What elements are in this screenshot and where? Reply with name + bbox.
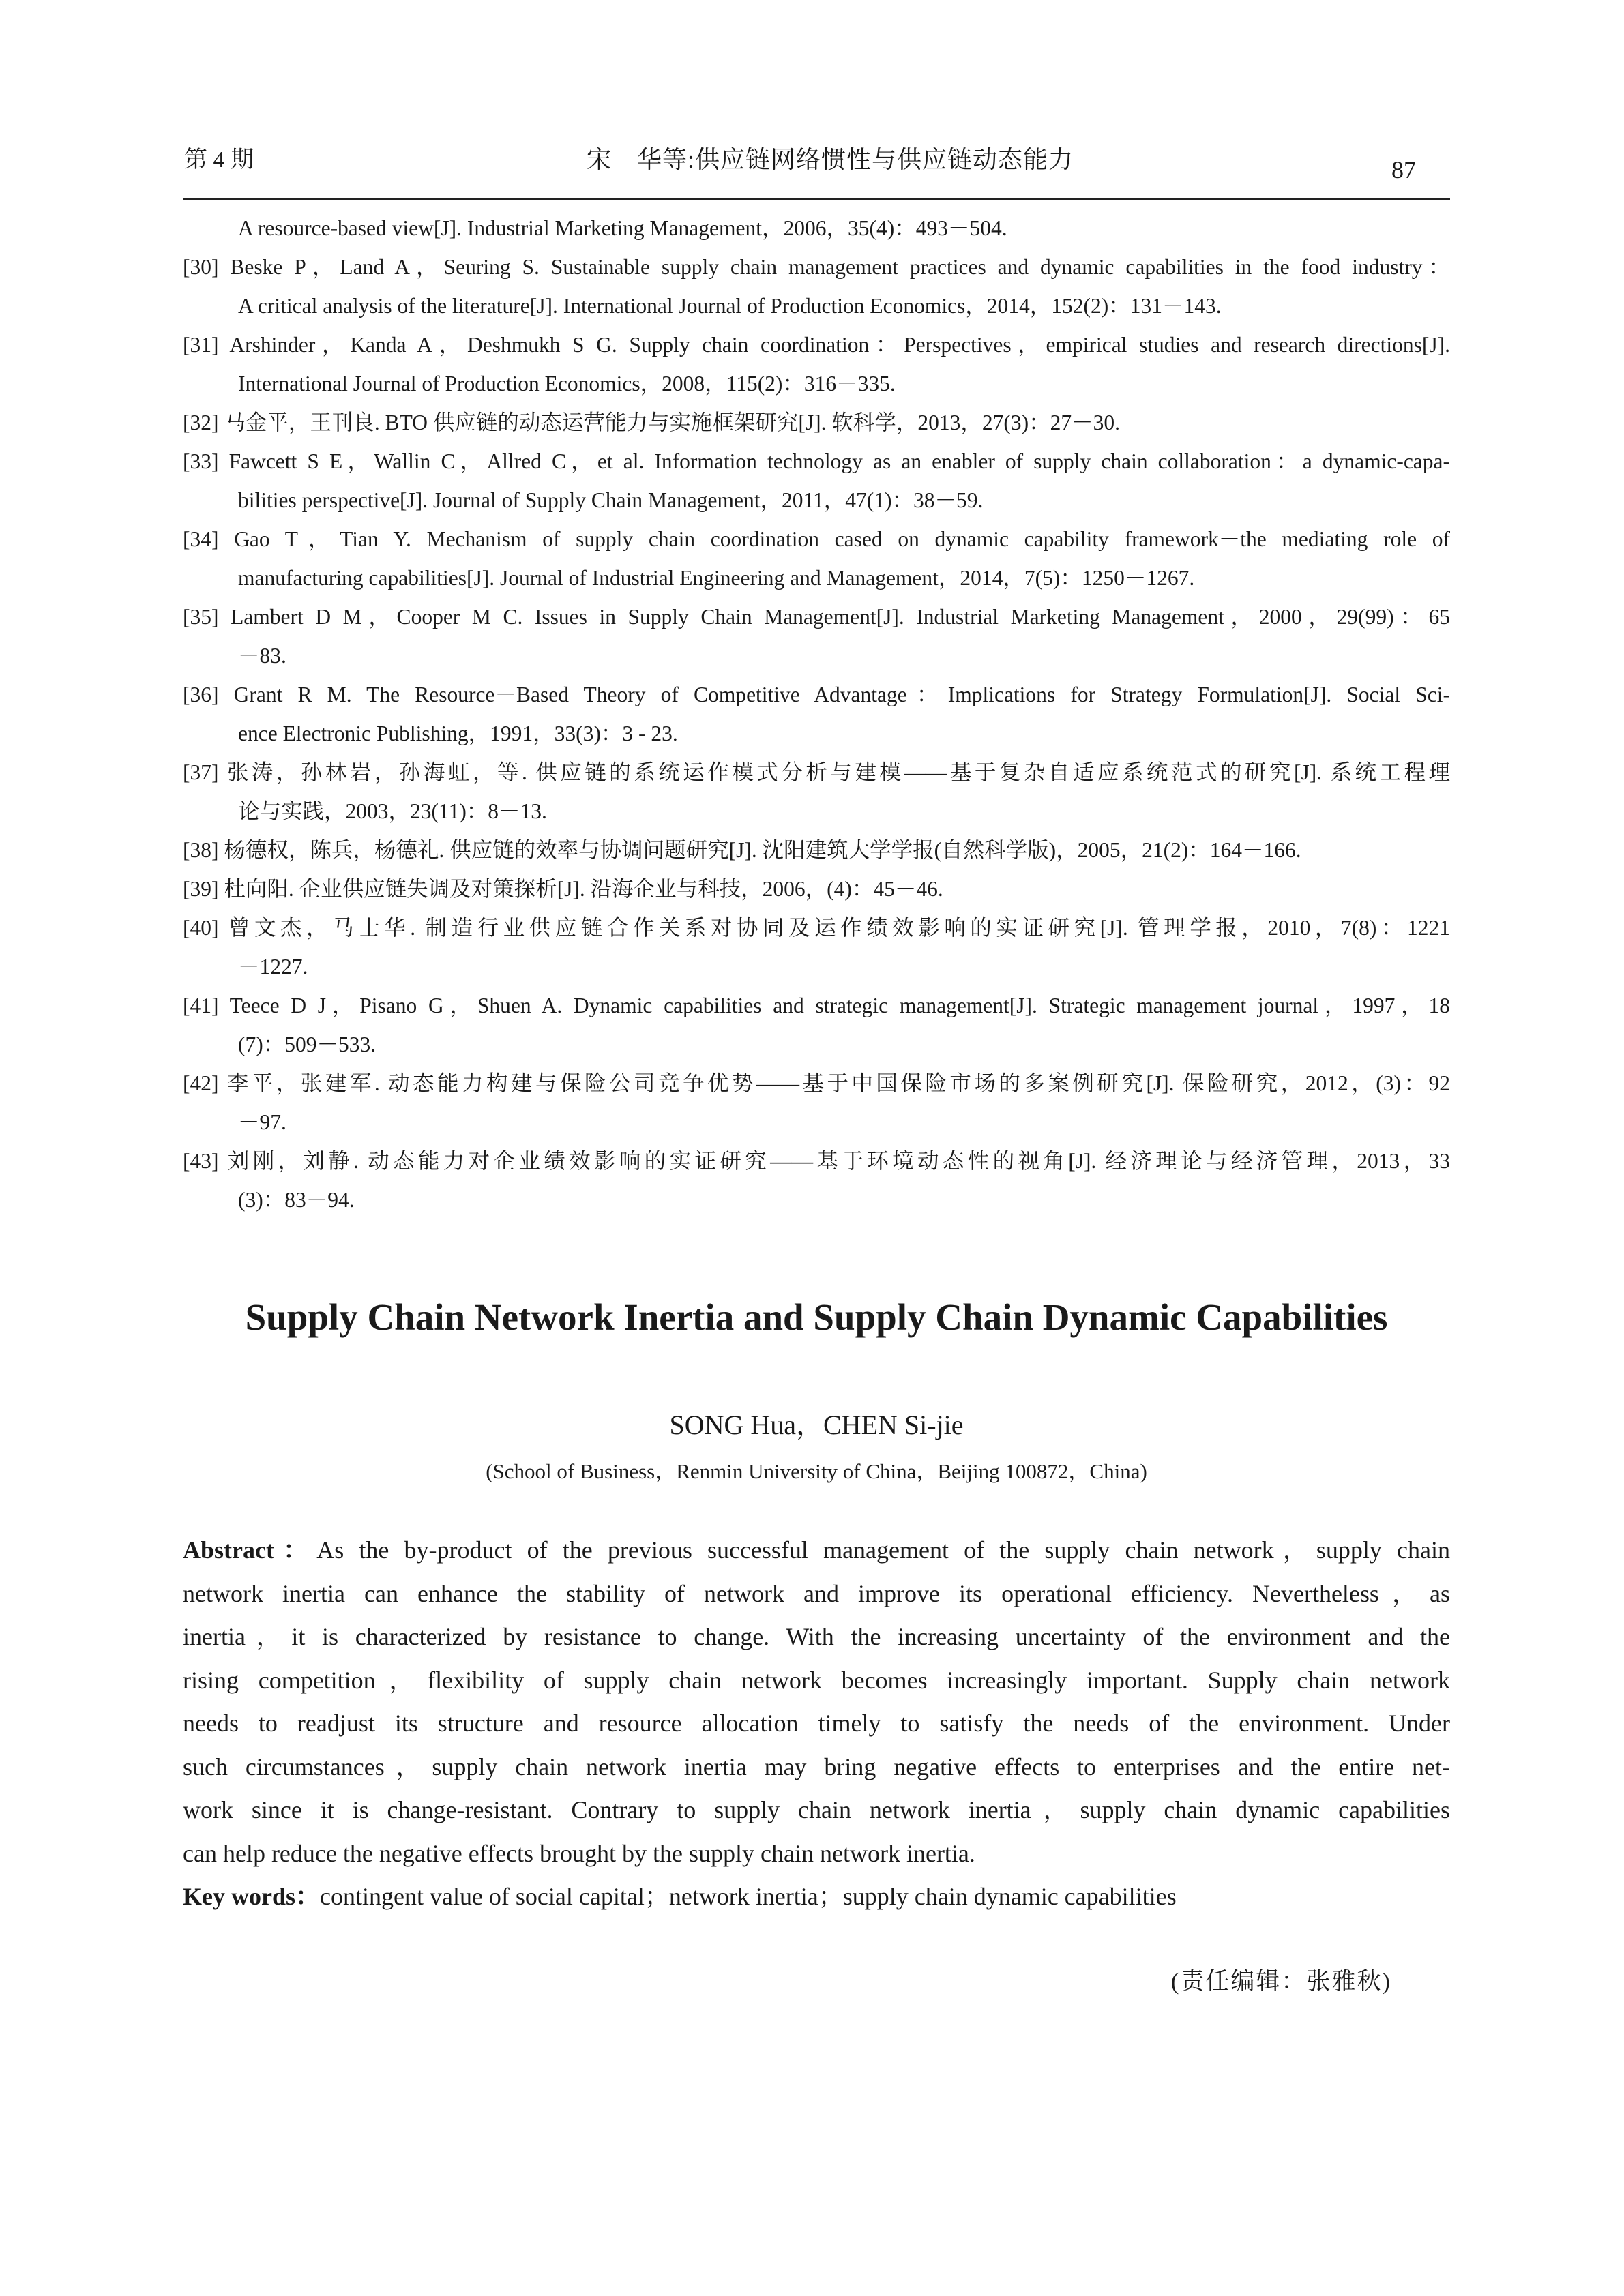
reference-line bbox=[183, 753, 1450, 792]
reference-line bbox=[183, 209, 1450, 248]
header-issue: 第 4 期 bbox=[184, 147, 254, 173]
reference-text: (7)：509－533. bbox=[238, 1032, 377, 1056]
reference-text: Teece D J，Pisano G，Shuen A. Dynamic capabilities and strategic management[J]. Strategic management journal，1997，18 bbox=[229, 994, 1450, 1017]
reference-number: [38] bbox=[183, 838, 219, 862]
reference-number: [32] bbox=[183, 411, 219, 434]
reference-number: [31] bbox=[183, 333, 219, 357]
reference-line bbox=[183, 1142, 1450, 1180]
keywords-text: contingent value of social capital；network inertia；supply chain dynamic capabilities bbox=[320, 1883, 1177, 1910]
abstract-line bbox=[183, 1529, 1450, 1572]
reference-text: Lambert D M，Cooper M C. Issues in Supply Chain Management[J]. Industrial Marketing Management，2000，29(99)：65 bbox=[231, 605, 1450, 629]
reference-text: 张涛，孙林岩，孙海虹，等. 供应链的系统运作模式分析与建模——基于复杂自适应系统范式的研究[J]. 系统工程理 bbox=[226, 760, 1450, 784]
reference-line bbox=[183, 403, 1450, 442]
responsible-editor: (责任编辑：张雅秋) bbox=[1170, 1968, 1391, 1995]
reference-line bbox=[183, 325, 1450, 364]
reference-text: 曾文杰，马士华. 制造行业供应链合作关系对协同及运作绩效影响的实证研究[J]. 管理学报，2010，7(8)：1221 bbox=[228, 916, 1450, 940]
keywords-line bbox=[183, 1875, 1450, 1919]
reference-text: 论与实践，2003，23(11)：8－13. bbox=[238, 799, 547, 823]
reference-text: manufacturing capabilities[J]. Journal of Industrial Engineering and Management，2014，7(5)：1250－1267. bbox=[238, 566, 1195, 590]
reference-text: 杜向阳. 企业供应链失调及对策探析[J]. 沿海企业与科技，2006，(4)：45－46. bbox=[224, 877, 943, 901]
reference-line bbox=[183, 869, 1450, 908]
reference-line bbox=[183, 286, 1450, 325]
reference-text: A critical analysis of the literature[J]. International Journal of Production Economics，2014，152(2)：131－143. bbox=[238, 294, 1222, 318]
authors: SONG Hua，CHEN Si-jie bbox=[669, 1410, 964, 1440]
reference-line bbox=[183, 1025, 1450, 1064]
reference-line bbox=[183, 1103, 1450, 1142]
reference-line bbox=[183, 248, 1450, 286]
abstract-label: Abstract： bbox=[183, 1536, 317, 1564]
reference-number: [43] bbox=[183, 1149, 219, 1173]
abstract-text: such circumstances，supply chain network inertia may bring negative effects to enterprises and the entire net- bbox=[183, 1753, 1450, 1780]
reference-line bbox=[183, 442, 1450, 481]
reference-text: Gao T，Tian Y. Mechanism of supply chain coordination cased on dynamic capability framework－the mediating role of bbox=[234, 527, 1450, 551]
reference-line bbox=[183, 520, 1450, 558]
reference-line bbox=[183, 792, 1450, 831]
reference-number: [41] bbox=[183, 994, 219, 1017]
abstract-text: As the by-product of the previous successful management of the supply chain network，supply chain bbox=[316, 1536, 1450, 1564]
reference-number: [34] bbox=[183, 527, 219, 551]
abstract-line bbox=[183, 1615, 1450, 1659]
keywords-label: Key words： bbox=[183, 1883, 320, 1910]
reference-line bbox=[183, 1064, 1450, 1103]
reference-line bbox=[183, 714, 1450, 753]
abstract-text: needs to readjust its structure and resource allocation timely to satisfy the needs of the environment. Under bbox=[183, 1710, 1450, 1737]
abstract-body bbox=[183, 1529, 1450, 1875]
reference-text: 马金平，王刊良. BTO 供应链的动态运营能力与实施框架研究[J]. 软科学，2013，27(3)：27－30. bbox=[224, 411, 1121, 434]
reference-line bbox=[183, 636, 1450, 675]
reference-line bbox=[183, 364, 1450, 403]
reference-text: 刘刚，刘静. 动态能力对企业绩效影响的实证研究——基于环境动态性的视角[J]. 经济理论与经济管理，2013，33 bbox=[227, 1149, 1450, 1173]
reference-text: 杨德权，陈兵，杨德礼. 供应链的效率与协调问题研究[J]. 沈阳建筑大学学报(自然科学版)，2005，21(2)：164－166. bbox=[224, 838, 1301, 862]
reference-number: [35] bbox=[183, 605, 219, 629]
reference-text: ence Electronic Publishing，1991，33(3)：3 - 23. bbox=[238, 721, 678, 745]
abstract-line bbox=[183, 1572, 1450, 1616]
reference-text: 李平，张建军. 动态能力构建与保险公司竞争优势——基于中国保险市场的多案例研究[J]. 保险研究，2012，(3)：92 bbox=[226, 1071, 1450, 1095]
reference-text: International Journal of Production Economics，2008，115(2)：316－335. bbox=[238, 372, 896, 396]
reference-number: [39] bbox=[183, 877, 219, 901]
reference-number: [42] bbox=[183, 1071, 219, 1095]
reference-line bbox=[183, 986, 1450, 1025]
reference-text: －83. bbox=[238, 644, 286, 668]
abstract-line bbox=[183, 1659, 1450, 1703]
reference-text: A resource-based view[J]. Industrial Marketing Management，2006，35(4)：493－504. bbox=[238, 216, 1007, 240]
affiliation: (School of Business，Renmin University of China，Beijing 100872，China) bbox=[486, 1459, 1147, 1483]
abstract-line bbox=[183, 1832, 1450, 1876]
reference-line bbox=[183, 597, 1450, 636]
abstract-line bbox=[183, 1702, 1450, 1746]
reference-line bbox=[183, 1180, 1450, 1219]
reference-line bbox=[183, 558, 1450, 597]
abstract-text: network inertia can enhance the stability of network and improve its operational efficiency. Nevertheless，as bbox=[183, 1579, 1450, 1607]
abstract-text: can help reduce the negative effects brought by the supply chain network inertia. bbox=[183, 1839, 975, 1867]
reference-list bbox=[183, 209, 1450, 1219]
reference-text: Arshinder，Kanda A，Deshmukh S G. Supply chain coordination：Perspectives，empirical studies and research directions[J]. bbox=[229, 333, 1450, 357]
header-page-number: 87 bbox=[1391, 156, 1416, 183]
reference-text: Beske P，Land A，Seuring S. Sustainable supply chain management practices and dynamic capabilities in the food industry： bbox=[230, 255, 1450, 279]
reference-line bbox=[183, 831, 1450, 869]
reference-number: [37] bbox=[183, 760, 219, 784]
reference-line bbox=[183, 947, 1450, 986]
abstract-line bbox=[183, 1746, 1450, 1789]
reference-text: －1227. bbox=[238, 955, 308, 979]
reference-text: Grant R M. The Resource－Based Theory of Competitive Advantage：Implications for Strategy Formulation[J]. Social Sci- bbox=[233, 683, 1450, 706]
abstract-line bbox=[183, 1789, 1450, 1832]
abstract-text: inertia，it is characterized by resistance to change. With the increasing uncertainty of the environment and the bbox=[183, 1623, 1450, 1650]
reference-number: [40] bbox=[183, 916, 219, 940]
reference-number: [33] bbox=[183, 449, 219, 473]
reference-line bbox=[183, 481, 1450, 520]
header-article-title: 宋 华等:供应链网络惯性与供应链动态能力 bbox=[587, 146, 1074, 173]
english-title: Supply Chain Network Inertia and Supply Chain Dynamic Capabilities bbox=[245, 1296, 1388, 1338]
abstract-section bbox=[183, 1529, 1450, 1919]
reference-number: [30] bbox=[183, 255, 219, 279]
header-rule bbox=[183, 198, 1450, 200]
reference-text: Fawcett S E，Wallin C，Allred C，et al. Information technology as an enabler of supply chain collaboration：a dynamic-capa- bbox=[228, 449, 1450, 473]
reference-line bbox=[183, 908, 1450, 947]
reference-text: bilities perspective[J]. Journal of Supply Chain Management，2011，47(1)：38－59. bbox=[238, 488, 984, 512]
abstract-text: rising competition，flexibility of supply chain network becomes increasingly important. Supply chain network bbox=[183, 1666, 1450, 1694]
reference-text: －97. bbox=[238, 1110, 286, 1134]
reference-number: [36] bbox=[183, 683, 219, 706]
abstract-text: work since it is change-resistant. Contrary to supply chain network inertia，supply chain dynamic capabilities bbox=[183, 1796, 1450, 1823]
reference-line bbox=[183, 675, 1450, 714]
reference-text: (3)：83－94. bbox=[238, 1188, 355, 1212]
